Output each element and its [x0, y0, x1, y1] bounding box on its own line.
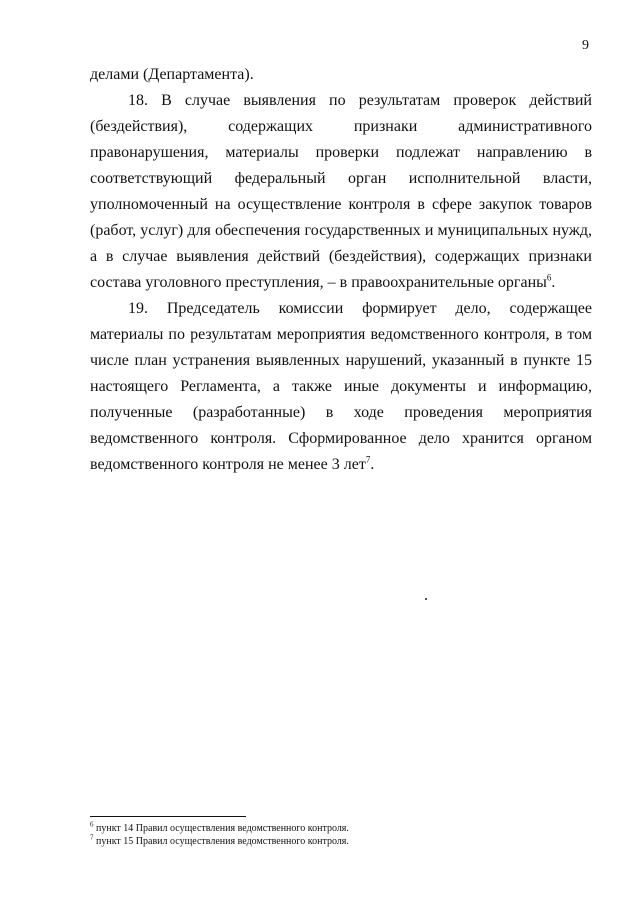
page-number: 9 [582, 38, 589, 53]
footnote-6 [90, 822, 349, 835]
paragraph-tail: . [551, 274, 556, 291]
footnote-ref: 7 [365, 454, 371, 465]
footnote-separator [90, 816, 246, 817]
paragraph-text: 19. Председатель комиссии формирует дело, содержащее материалы по результатам мероприятия ведомственного контроля, в том числе план устранения выявленных нарушений, указанный в пункте 15 настоящего Регламента, а также иные документы и информацию, полученные (разработанные) в ходе проведения мероприятия ведомственного контроля. Сформированное дело хранится органом ведомственного контроля не менее 3 лет [90, 300, 592, 473]
footnote-ref: 6 [546, 272, 552, 283]
scan-speck [425, 598, 427, 600]
paragraph-text: 18. В случае выявления по результатам проверок действий (бездействия), содержащих признаки административного правонарушения, материалы проверки подлежат направлению в соответствующий федеральный орган исполнительной власти, уполномоченный на осуществление контроля в сфере закупок товаров (работ, услуг) для обеспечения государственных и муниципальных нужд, а в случае выявления действий (бездействия), содержащих признаки состава уголовного преступления, – в правоохранительные органы [90, 92, 592, 291]
paragraph-continuation [90, 62, 592, 88]
footnote-text: пункт 14 Правил осуществления ведомственного контроля. [93, 823, 349, 834]
paragraph-text: делами (Департамента). [90, 66, 254, 83]
paragraph-19 [90, 296, 592, 478]
footnotes [90, 822, 349, 848]
document-body [90, 62, 592, 478]
paragraph-tail: . [370, 456, 375, 473]
footnote-7 [90, 835, 349, 848]
footnote-mark: 6 [90, 820, 94, 829]
footnote-text: пункт 15 Правил осуществления ведомственного контроля. [93, 836, 349, 847]
paragraph-18 [90, 88, 592, 296]
footnote-mark: 7 [90, 833, 94, 842]
